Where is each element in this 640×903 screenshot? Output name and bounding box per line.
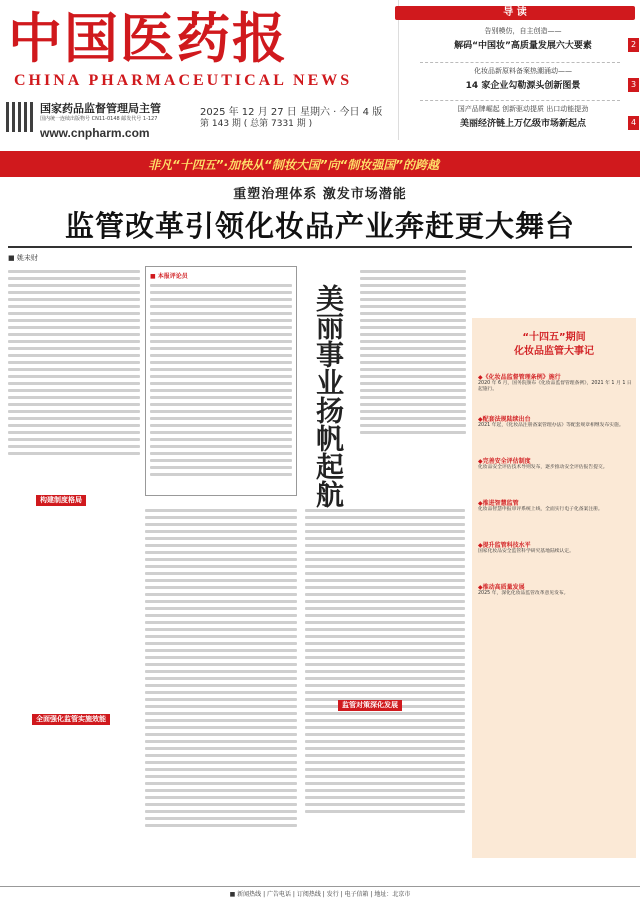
text-line (145, 782, 297, 785)
text-line (145, 663, 297, 666)
text-line (305, 593, 465, 596)
timeline-item-title: ◆《化妆品监督管理条例》施行 (478, 374, 561, 381)
text-line (360, 284, 466, 287)
text-line (8, 291, 140, 294)
text-line (145, 691, 297, 694)
article-column (145, 505, 297, 881)
text-line (150, 291, 292, 294)
text-line (360, 277, 466, 280)
timeline-item (478, 456, 632, 471)
text-line (360, 382, 466, 385)
text-line (150, 298, 292, 301)
text-line (8, 270, 140, 273)
text-line (8, 424, 140, 427)
timeline-item-text: 化妆品安全评估技术导则发布，逐步推动安全评估报告提交。 (478, 465, 608, 470)
text-line (145, 817, 297, 820)
text-line (145, 705, 297, 708)
text-line (145, 726, 297, 729)
text-line (305, 677, 465, 680)
guide-headline: 美丽经济链上万亿级市场新起点 (459, 119, 586, 129)
text-line (305, 558, 465, 561)
text-line (8, 389, 140, 392)
text-line (150, 459, 292, 462)
text-line (305, 782, 465, 785)
text-line (305, 789, 465, 792)
text-line (145, 516, 297, 519)
qr-code-icon (6, 102, 36, 132)
text-line (305, 803, 465, 806)
text-line (145, 628, 297, 631)
website-link[interactable]: www.cnpharm.com (40, 126, 150, 140)
text-line (8, 382, 140, 385)
text-line (305, 663, 465, 666)
text-line (305, 635, 465, 638)
text-line (305, 530, 465, 533)
text-line (150, 326, 292, 329)
guide-subtitle: 国产品牌崛起 创新驱动提质 出口动能提劲 (457, 105, 589, 113)
text-line (305, 775, 465, 778)
text-line (145, 579, 297, 582)
page-footer: ■ 新闻热线 | 广告电话 | 订阅热线 | 发行 | 电子信箱 | 地址：北京市 (0, 886, 640, 903)
text-line (360, 319, 466, 322)
timeline-item-title: ◆配套法规陆续出台 (478, 416, 531, 423)
issue-date: 2025 年 12 月 27 日 星期六 · 今日 4 版 (200, 107, 383, 118)
text-line (145, 621, 297, 624)
text-line (8, 284, 140, 287)
text-line (145, 761, 297, 764)
text-line (145, 677, 297, 680)
text-line (145, 607, 297, 610)
text-line (360, 410, 466, 413)
text-line (305, 579, 465, 582)
text-line (360, 431, 466, 434)
guide-page-badge: 2 (628, 38, 639, 52)
text-line (360, 417, 466, 420)
text-line (145, 719, 297, 722)
timeline-item (478, 582, 632, 597)
text-line (145, 565, 297, 568)
text-line (360, 347, 466, 350)
guide-subtitle: 告别模仿，自主创造—— (484, 27, 562, 35)
text-line (305, 726, 465, 729)
text-line (150, 452, 292, 455)
text-line (8, 431, 140, 434)
text-line (150, 417, 292, 420)
text-line (305, 754, 465, 757)
text-line (150, 354, 292, 357)
article-column (360, 266, 466, 496)
text-line (8, 333, 140, 336)
divider (420, 62, 620, 63)
text-line (150, 431, 292, 434)
text-line (305, 523, 465, 526)
text-line (8, 410, 140, 413)
text-line (360, 354, 466, 357)
text-line (8, 298, 140, 301)
commentary-label: ■ 本报评论员 (150, 273, 188, 280)
text-line (305, 551, 465, 554)
vertical-headline-text: 美丽事业扬帆起航 (312, 284, 345, 508)
text-line (145, 796, 297, 799)
text-line (150, 361, 292, 364)
text-line (8, 277, 140, 280)
text-line (150, 466, 292, 469)
text-line (150, 347, 292, 350)
text-line (145, 698, 297, 701)
text-line (8, 452, 140, 455)
text-line (8, 340, 140, 343)
sidebar-subtitle: 化妆品监管大事记 (514, 346, 594, 357)
text-line (145, 684, 297, 687)
text-line (150, 396, 292, 399)
text-line (150, 403, 292, 406)
text-line (305, 621, 465, 624)
text-line (305, 642, 465, 645)
text-line (305, 565, 465, 568)
text-line (305, 614, 465, 617)
text-line (360, 403, 466, 406)
text-line (8, 312, 140, 315)
text-line (150, 340, 292, 343)
text-line (145, 523, 297, 526)
text-line (360, 368, 466, 371)
text-line (360, 424, 466, 427)
issue-number: 第 143 期 ( 总第 7331 期 ) (200, 119, 313, 129)
text-line (150, 424, 292, 427)
timeline-item-text: 2021 年起，《化妆品注册备案管理办法》等配套规章相继发布实施。 (478, 423, 624, 428)
text-line (145, 740, 297, 743)
guide-page-badge: 4 (628, 116, 639, 130)
text-line (305, 810, 465, 813)
text-line (145, 509, 297, 512)
text-line (145, 775, 297, 778)
text-line (305, 537, 465, 540)
text-line (305, 733, 465, 736)
text-line (305, 600, 465, 603)
timeline-item-title: ◆提升监管科技水平 (478, 542, 531, 549)
text-line (360, 270, 466, 273)
text-line (150, 368, 292, 371)
text-line (8, 403, 140, 406)
text-line (145, 789, 297, 792)
text-line (145, 768, 297, 771)
timeline-item-text: 化妆品智慧申报审评系统上线，全面实行电子化备案注册。 (478, 507, 603, 512)
commentary-box (145, 266, 297, 496)
divider (8, 246, 632, 248)
timeline-item-text: 国家化妆品安全监管科学研究基地陆续认定。 (478, 549, 574, 554)
text-line (305, 712, 465, 715)
text-line (150, 445, 292, 448)
text-line (8, 319, 140, 322)
supervisor-text: 国家药品监督管理局主管 (40, 102, 161, 115)
text-line (145, 544, 297, 547)
sidebar-title: “十四五”期间 (522, 332, 586, 343)
text-line (150, 375, 292, 378)
text-line (360, 291, 466, 294)
text-line (305, 572, 465, 575)
text-line (305, 544, 465, 547)
guide-headline: 14 家企业勾勒源头创新图景 (465, 81, 581, 91)
text-line (305, 796, 465, 799)
text-line (145, 600, 297, 603)
text-line (305, 516, 465, 519)
text-line (145, 649, 297, 652)
guide-item[interactable] (418, 26, 628, 51)
text-line (145, 614, 297, 617)
text-line (145, 572, 297, 575)
text-line (145, 537, 297, 540)
text-line (145, 530, 297, 533)
article-column (8, 266, 140, 881)
timeline-item (478, 540, 632, 555)
text-line (360, 361, 466, 364)
newspaper-logo-en: CHINA PHARMACEUTICAL NEWS (14, 72, 353, 89)
text-line (8, 368, 140, 371)
section-heading: 全面强化监管实施效能 (32, 706, 110, 725)
text-line (305, 586, 465, 589)
timeline-item-title: ◆完善安全评估制度 (478, 458, 531, 465)
guide-title: 导 读 (395, 6, 635, 20)
text-line (150, 333, 292, 336)
text-line (305, 747, 465, 750)
article-kicker: 重塑治理体系 激发市场潜能 (233, 187, 407, 202)
text-line (145, 593, 297, 596)
text-line (305, 628, 465, 631)
section-heading: 构建制度格局 (36, 487, 86, 506)
text-line (360, 326, 466, 329)
text-line (360, 389, 466, 392)
text-line (305, 740, 465, 743)
timeline-item-title: ◆推动高质量发展 (478, 584, 525, 591)
text-line (150, 389, 292, 392)
text-line (145, 551, 297, 554)
text-line (8, 375, 140, 378)
guide-page-badge: 3 (628, 78, 639, 92)
text-line (145, 803, 297, 806)
newspaper-logo: 中国医药报 (8, 6, 288, 70)
text-line (150, 382, 292, 385)
text-line (145, 754, 297, 757)
text-line (8, 417, 140, 420)
text-line (8, 354, 140, 357)
text-line (360, 333, 466, 336)
text-line (8, 396, 140, 399)
text-line (8, 445, 140, 448)
registration-text: 国内统一连续出版物号 CN11-0148 邮发代号 1-127 (40, 116, 158, 122)
text-line (360, 375, 466, 378)
text-line (145, 824, 297, 827)
timeline-item-title: ◆推进智慧监管 (478, 500, 519, 507)
timeline-item (478, 498, 632, 513)
text-line (150, 319, 292, 322)
timeline-item-text: 2025 年，深化化妆品监管改革意见发布。 (478, 591, 569, 596)
article-byline: ■ 姚未财 (8, 254, 38, 262)
text-line (145, 558, 297, 561)
text-line (145, 642, 297, 645)
text-line (360, 305, 466, 308)
guide-headline: 解码“中国妆”高质量发展六大要素 (454, 41, 592, 51)
text-line (360, 340, 466, 343)
text-line (305, 761, 465, 764)
divider (420, 100, 620, 101)
text-line (360, 298, 466, 301)
text-line (305, 719, 465, 722)
timeline-item-text: 2020 年 6 月，国务院颁布《化妆品监督管理条例》，2021 年 1 月 1 日起施行。 (478, 381, 632, 393)
text-line (150, 410, 292, 413)
text-line (305, 649, 465, 652)
text-line (8, 326, 140, 329)
text-line (8, 361, 140, 364)
section-heading: 监管对策深化发展 (338, 692, 402, 711)
text-line (145, 810, 297, 813)
text-line (360, 312, 466, 315)
text-line (145, 656, 297, 659)
text-line (145, 586, 297, 589)
text-line (150, 305, 292, 308)
text-line (150, 312, 292, 315)
text-line (150, 438, 292, 441)
article-headline[interactable]: 监管改革引领化妆品产业奔赶更大舞台 (64, 209, 575, 243)
guide-item[interactable] (418, 66, 628, 91)
text-line (8, 347, 140, 350)
guide-subtitle: 化妆品新原料备案热潮涌动—— (474, 67, 572, 75)
text-line (8, 438, 140, 441)
timeline-item (478, 414, 632, 429)
text-line (145, 733, 297, 736)
text-line (150, 284, 292, 287)
text-line (145, 747, 297, 750)
banner-text: 非凡“十四五”·加快从“制妆大国”向“制妆强国”的跨越 (148, 158, 439, 172)
text-line (360, 396, 466, 399)
text-line (305, 607, 465, 610)
text-line (8, 305, 140, 308)
text-line (305, 509, 465, 512)
text-line (305, 656, 465, 659)
vertical-headline (298, 276, 358, 516)
guide-item[interactable] (418, 104, 628, 129)
text-line (305, 670, 465, 673)
text-line (305, 768, 465, 771)
text-line (145, 670, 297, 673)
text-line (305, 684, 465, 687)
text-line (150, 473, 292, 476)
text-line (145, 635, 297, 638)
text-line (145, 712, 297, 715)
timeline-item (478, 372, 632, 393)
